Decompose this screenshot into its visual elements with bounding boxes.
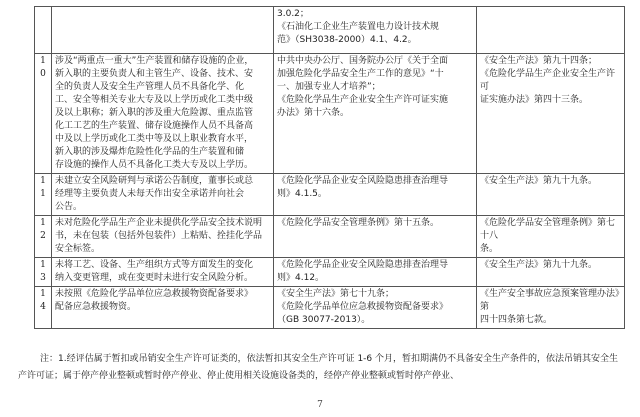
table-row [35,174,625,216]
legal-basis-line: 则》4.1.5。 [277,189,327,199]
table-row [35,54,625,174]
violation-description-cell [52,7,274,54]
violation-description-line: 新入职的涉及爆炸危险性化学品的生产装置和储 [55,147,245,157]
footnote: 注：1.经评估属于暂扣或吊销安全生产许可证类的，依法暂扣其安全生产许可证 1-6 个月，暂扣期满仍不具备安全生产条件的，依法吊销其安全生产许可证；属于停产停业整顿或暂时停产停业、停止使用相关设施设备类的，经停产停业整顿或暂时停产停业、 [18,354,619,381]
violation-description-line: 未对危险化学品生产企业未提供化学品安全技术说明 [55,218,263,228]
page-number: 7 [317,400,323,410]
row-number: 14 [35,287,52,329]
legal-basis-line: （GB 30077-2013）。 [277,315,371,325]
violation-description-line: 安全标签。 [55,244,101,254]
penalty-reference-cell [477,216,625,258]
penalty-reference-line: 《安全生产法》第九十四条； [480,56,598,66]
violation-description-line: 未将工艺、设备、生产组织方式等方面发生的变化 [55,260,254,270]
violation-table [34,6,625,329]
penalty-reference-line: 《生产安全事故应急预案管理办法》第 [480,289,620,312]
penalty-reference-line: 四十四条第七款。 [480,315,553,325]
penalty-reference-line: 条。 [480,244,499,254]
penalty-reference-line: 证实施办法》第四十三条。 [480,95,589,105]
penalty-reference-cell [477,287,625,329]
legal-basis-cell [274,7,477,54]
violation-description-line: 未建立安全风险研判与承诺公告制度，董事长或总 [55,176,254,186]
violation-description-cell [52,258,274,287]
table-row [35,7,625,54]
violation-description-line: 书，未在包装（包括外包装件）上粘贴、拴挂化学品 [55,231,263,241]
row-number: 12 [35,216,52,258]
violation-description-line: 配备应急救援物资。 [55,302,137,312]
row-number: 11 [35,174,52,216]
legal-basis-cell [274,174,477,216]
row-number: 10 [35,54,52,174]
legal-basis-cell [274,216,477,258]
violation-description-line: 纳入变更管理，或在变更时未进行安全风险分析。 [55,273,254,283]
legal-basis-cell [274,287,477,329]
penalty-reference-cell [477,7,625,54]
violation-description-line: 新入职的主要负责人和主管生产、设备、技术、安 [55,69,254,79]
violation-description-line: 化工工艺的生产装置、储存设施操作人员不具备高 [55,121,254,131]
row-number [35,7,52,54]
violation-description-line: 未按照《危险化学品单位应急救援物资配备要求》 [55,289,254,299]
penalty-reference-line: 《危险化学品安全管理条例》第七十八 [480,218,616,241]
penalty-reference-cell [477,54,625,174]
legal-basis-cell [274,258,477,287]
table-body [35,7,625,329]
penalty-reference-cell [477,174,625,216]
table-row [35,287,625,329]
penalty-reference-line: 《安全生产法》第九十九条。 [480,260,598,270]
violation-description-line: 中及以上学历或化工类中等及以上职业教育水平， [55,134,254,144]
legal-basis-line: 中共中央办公厅、国务院办公厅《关于全面 [277,56,449,66]
legal-basis-line: 范》（SH3038-2000）4.1、4.2。 [277,35,417,45]
penalty-reference-cell [477,258,625,287]
penalty-reference-line: 《危险化学品生产企业安全生产许可 [480,69,616,92]
row-number: 13 [35,258,52,287]
legal-basis-cell [274,54,477,174]
legal-basis-line: 办法》第十六条。 [277,108,350,118]
legal-basis-line: 《石油化工企业生产装置电力设计技术规 [277,22,440,32]
table-row [35,216,625,258]
violation-description-cell [52,216,274,258]
legal-basis-line: 则》4.12。 [277,273,325,283]
violation-description-cell [52,287,274,329]
violation-description-cell [52,174,274,216]
violation-description-line: 全的负责人及安全生产管理人员不具备化学、化 [55,82,245,92]
legal-basis-line: 《危险化学品企业安全风险隐患排查治理导 [277,260,449,270]
legal-basis-line: 《危险化学品单位应急救援物资配备要求》 [277,302,449,312]
penalty-reference-line: 《安全生产法》第九十九条。 [480,176,598,186]
legal-basis-line: 3.0.2； [277,9,309,19]
violation-description-line: 存设施的操作人员不具备化工类大专及以上学历。 [55,160,254,170]
legal-basis-line: 《危险化学品企业安全风险隐患排查治理导 [277,176,449,186]
violation-description-line: 及以上职称；新入职的涉及重大危险源、重点监管 [55,108,254,118]
violation-description-line: 工、安全等相关专业大专及以上学历或化工类中级 [55,95,254,105]
violation-description-cell [52,54,274,174]
legal-basis-line: 《危险化学品安全管理条例》第十五条。 [277,218,440,228]
violation-description-line: 公告。 [55,202,83,212]
table-row [35,258,625,287]
legal-basis-line: 加强危险化学品安全生产工作的意见》“十 [277,69,444,79]
violation-description-line: 经理等主要负责人未每天作出安全承诺并向社会 [55,189,245,199]
legal-basis-line: 《危险化学品生产企业安全生产许可证实施 [277,95,449,105]
violation-description-line: 涉及“两重点一重大”生产装置和储存设施的企业， [55,56,254,66]
legal-basis-line: 《安全生产法》第七十九条； [277,289,395,299]
legal-basis-line: 一、加强专业人才培养”； [277,82,381,92]
